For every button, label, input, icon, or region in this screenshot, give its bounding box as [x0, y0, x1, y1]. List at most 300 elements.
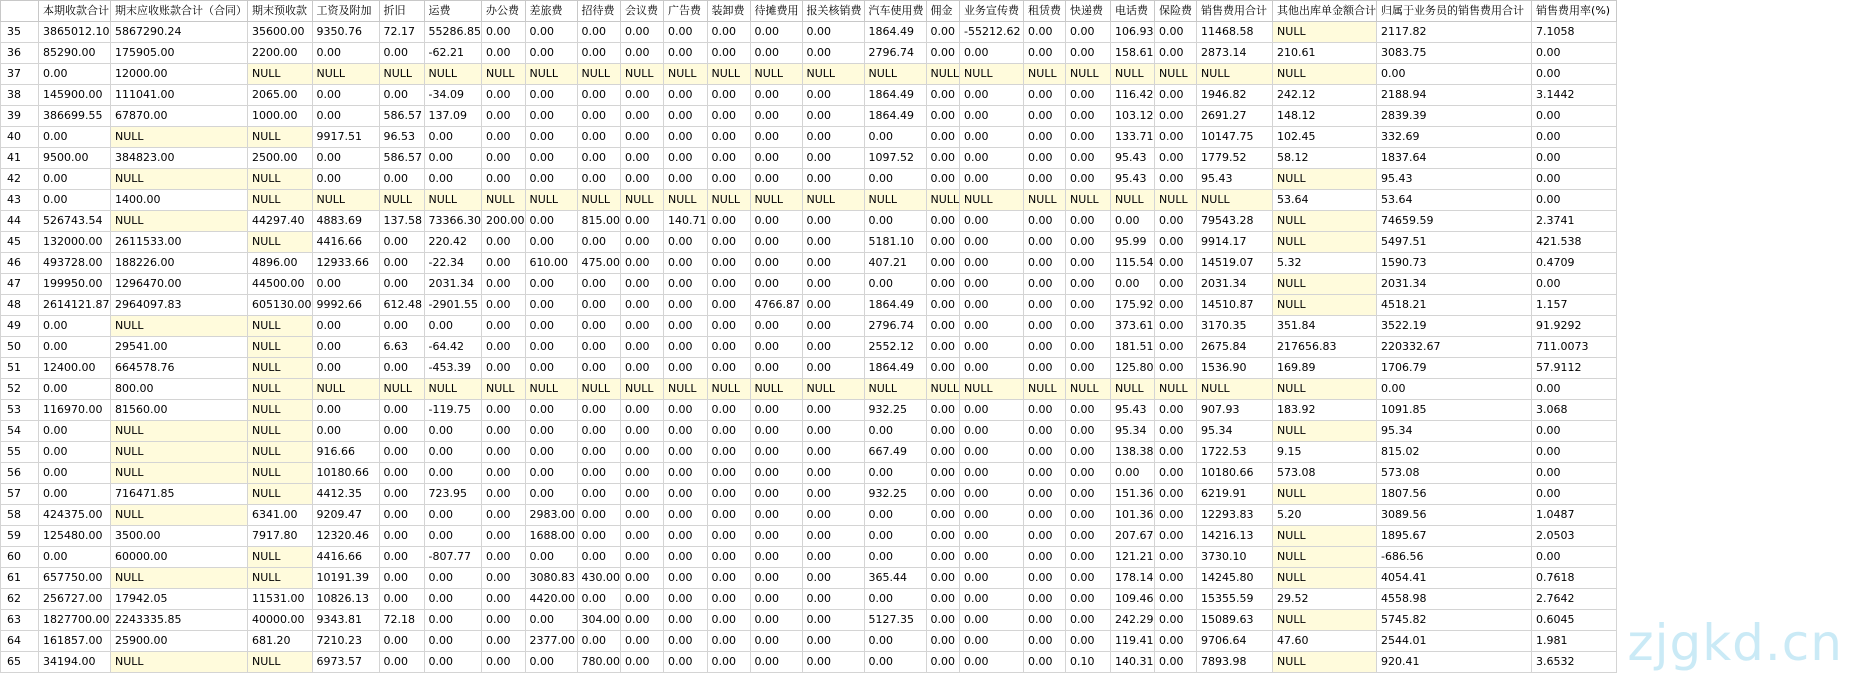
table-cell[interactable]: 0.00: [802, 589, 864, 610]
table-cell[interactable]: 612.48: [379, 295, 424, 316]
table-cell[interactable]: 0.00: [1066, 43, 1111, 64]
table-row[interactable]: [1, 337, 1617, 358]
null-cell[interactable]: NULL: [248, 568, 313, 589]
table-cell[interactable]: 133.71: [1111, 127, 1155, 148]
table-cell[interactable]: 0.00: [379, 505, 424, 526]
table-cell[interactable]: 0.00: [750, 22, 802, 43]
table-cell[interactable]: 0.00: [312, 337, 379, 358]
table-cell[interactable]: 0.00: [750, 463, 802, 484]
table-cell[interactable]: 4896.00: [248, 253, 313, 274]
table-cell[interactable]: 161857.00: [39, 631, 111, 652]
null-cell[interactable]: NULL: [1155, 64, 1197, 85]
table-cell[interactable]: 0.00: [577, 421, 621, 442]
table-cell[interactable]: 0.00: [960, 211, 1024, 232]
table-cell[interactable]: 0.00: [1155, 43, 1197, 64]
row-number[interactable]: 48: [1, 295, 39, 316]
table-cell[interactable]: 0.00: [750, 316, 802, 337]
table-cell[interactable]: 6973.57: [312, 652, 379, 673]
table-cell[interactable]: 188226.00: [111, 253, 248, 274]
table-cell[interactable]: 0.00: [707, 568, 750, 589]
table-cell[interactable]: 2611533.00: [111, 232, 248, 253]
table-cell[interactable]: 0.00: [960, 463, 1024, 484]
table-cell[interactable]: 0.00: [577, 85, 621, 106]
table-cell[interactable]: 2500.00: [248, 148, 313, 169]
table-cell[interactable]: 0.00: [1532, 190, 1617, 211]
table-cell[interactable]: 0.00: [39, 442, 111, 463]
table-cell[interactable]: 0.00: [664, 253, 708, 274]
table-cell[interactable]: 115.54: [1111, 253, 1155, 274]
row-number[interactable]: 59: [1, 526, 39, 547]
null-cell[interactable]: NULL: [926, 190, 960, 211]
table-cell[interactable]: 0.00: [1024, 169, 1066, 190]
table-cell[interactable]: 5497.51: [1377, 232, 1532, 253]
table-cell[interactable]: 1296470.00: [111, 274, 248, 295]
table-cell[interactable]: 0.00: [926, 337, 960, 358]
table-cell[interactable]: 0.00: [802, 43, 864, 64]
table-cell[interactable]: 0.00: [1066, 232, 1111, 253]
table-cell[interactable]: 242.29: [1111, 610, 1155, 631]
row-number[interactable]: 38: [1, 85, 39, 106]
null-cell[interactable]: NULL: [1111, 64, 1155, 85]
table-cell[interactable]: 0.00: [621, 400, 664, 421]
table-cell[interactable]: 95.43: [1111, 148, 1155, 169]
table-cell[interactable]: 0.4709: [1532, 253, 1617, 274]
table-cell[interactable]: -2901.55: [424, 295, 482, 316]
null-cell[interactable]: NULL: [111, 421, 248, 442]
table-cell[interactable]: 0.00: [577, 484, 621, 505]
table-cell[interactable]: 5745.82: [1377, 610, 1532, 631]
table-cell[interactable]: 0.00: [802, 127, 864, 148]
table-cell[interactable]: 0.00: [379, 253, 424, 274]
table-cell[interactable]: 0.00: [379, 232, 424, 253]
table-cell[interactable]: 0.00: [525, 148, 577, 169]
table-cell[interactable]: 0.00: [1024, 442, 1066, 463]
table-cell[interactable]: 0.00: [424, 589, 482, 610]
table-cell[interactable]: 12400.00: [39, 358, 111, 379]
table-cell[interactable]: 0.00: [664, 442, 708, 463]
table-cell[interactable]: 800.00: [111, 379, 248, 400]
table-cell[interactable]: 0.00: [664, 127, 708, 148]
table-cell[interactable]: 53.64: [1273, 190, 1377, 211]
table-cell[interactable]: 0.00: [750, 421, 802, 442]
null-cell[interactable]: NULL: [379, 64, 424, 85]
table-cell[interactable]: 0.00: [864, 526, 926, 547]
table-cell[interactable]: 0.00: [621, 421, 664, 442]
row-number[interactable]: 47: [1, 274, 39, 295]
table-cell[interactable]: 9350.76: [312, 22, 379, 43]
table-cell[interactable]: 0.00: [379, 547, 424, 568]
row-number[interactable]: 57: [1, 484, 39, 505]
table-cell[interactable]: 0.00: [664, 610, 708, 631]
table-cell[interactable]: 0.00: [1024, 43, 1066, 64]
table-cell[interactable]: 29.52: [1273, 589, 1377, 610]
table-cell[interactable]: 0.00: [864, 547, 926, 568]
table-cell[interactable]: 0.00: [621, 43, 664, 64]
table-cell[interactable]: 44500.00: [248, 274, 313, 295]
table-cell[interactable]: 1706.79: [1377, 358, 1532, 379]
table-cell[interactable]: 0.00: [926, 211, 960, 232]
row-number[interactable]: 45: [1, 232, 39, 253]
row-number[interactable]: 58: [1, 505, 39, 526]
null-cell[interactable]: NULL: [1273, 22, 1377, 43]
table-cell[interactable]: -453.39: [424, 358, 482, 379]
row-number[interactable]: 62: [1, 589, 39, 610]
table-cell[interactable]: 175905.00: [111, 43, 248, 64]
table-cell[interactable]: 920.41: [1377, 652, 1532, 673]
table-cell[interactable]: 0.00: [621, 484, 664, 505]
table-cell[interactable]: 0.00: [621, 610, 664, 631]
null-cell[interactable]: NULL: [312, 190, 379, 211]
table-cell[interactable]: 137.09: [424, 106, 482, 127]
table-cell[interactable]: 0.00: [664, 421, 708, 442]
table-cell[interactable]: 34194.00: [39, 652, 111, 673]
table-cell[interactable]: 0.00: [960, 610, 1024, 631]
table-cell[interactable]: 0.00: [577, 316, 621, 337]
table-cell[interactable]: 0.6045: [1532, 610, 1617, 631]
table-cell[interactable]: 0.00: [1066, 337, 1111, 358]
table-cell[interactable]: 0.00: [926, 295, 960, 316]
table-cell[interactable]: 1590.73: [1377, 253, 1532, 274]
table-cell[interactable]: 932.25: [864, 400, 926, 421]
table-cell[interactable]: 0.00: [482, 85, 526, 106]
table-cell[interactable]: 0.00: [750, 43, 802, 64]
table-cell[interactable]: 0.00: [1532, 169, 1617, 190]
table-cell[interactable]: 1827700.00: [39, 610, 111, 631]
table-cell[interactable]: 573.08: [1273, 463, 1377, 484]
table-cell[interactable]: 0.00: [621, 652, 664, 673]
table-cell[interactable]: 0.00: [1532, 442, 1617, 463]
table-cell[interactable]: 2.3741: [1532, 211, 1617, 232]
null-cell[interactable]: NULL: [1273, 547, 1377, 568]
null-cell[interactable]: NULL: [1273, 568, 1377, 589]
null-cell[interactable]: NULL: [248, 64, 313, 85]
table-row[interactable]: [1, 463, 1617, 484]
null-cell[interactable]: NULL: [1066, 379, 1111, 400]
table-cell[interactable]: 181.51: [1111, 337, 1155, 358]
table-cell[interactable]: 0.00: [802, 421, 864, 442]
table-cell[interactable]: 0.00: [960, 505, 1024, 526]
table-cell[interactable]: 3500.00: [111, 526, 248, 547]
table-cell[interactable]: 0.00: [707, 337, 750, 358]
table-cell[interactable]: 0.00: [621, 85, 664, 106]
row-number[interactable]: 55: [1, 442, 39, 463]
table-cell[interactable]: 40000.00: [248, 610, 313, 631]
table-cell[interactable]: 384823.00: [111, 148, 248, 169]
table-cell[interactable]: 0.00: [621, 169, 664, 190]
table-cell[interactable]: 1779.52: [1197, 148, 1273, 169]
table-cell[interactable]: 199950.00: [39, 274, 111, 295]
table-cell[interactable]: 2964097.83: [111, 295, 248, 316]
table-cell[interactable]: 2188.94: [1377, 85, 1532, 106]
table-cell[interactable]: 95.43: [1111, 400, 1155, 421]
table-cell[interactable]: 0.00: [750, 211, 802, 232]
table-cell[interactable]: 0.00: [926, 610, 960, 631]
table-cell[interactable]: 44297.40: [248, 211, 313, 232]
table-cell[interactable]: 6219.91: [1197, 484, 1273, 505]
table-cell[interactable]: 1.981: [1532, 631, 1617, 652]
table-cell[interactable]: 0.00: [802, 253, 864, 274]
table-cell[interactable]: 9209.47: [312, 505, 379, 526]
null-cell[interactable]: NULL: [1066, 64, 1111, 85]
table-cell[interactable]: 119.41: [1111, 631, 1155, 652]
table-cell[interactable]: 0.00: [802, 568, 864, 589]
row-number[interactable]: 44: [1, 211, 39, 232]
table-cell[interactable]: 0.00: [1024, 337, 1066, 358]
table-cell[interactable]: 610.00: [525, 253, 577, 274]
table-cell[interactable]: 407.21: [864, 253, 926, 274]
table-cell[interactable]: 0.00: [424, 610, 482, 631]
table-cell[interactable]: 0.00: [482, 316, 526, 337]
table-cell[interactable]: 0.00: [926, 589, 960, 610]
table-row[interactable]: [1, 421, 1617, 442]
table-cell[interactable]: 0.00: [926, 526, 960, 547]
table-cell[interactable]: 0.00: [39, 547, 111, 568]
table-cell[interactable]: -686.56: [1377, 547, 1532, 568]
column-header[interactable]: 会议费: [621, 1, 664, 22]
table-cell[interactable]: 0.00: [960, 43, 1024, 64]
table-cell[interactable]: 2983.00: [525, 505, 577, 526]
null-cell[interactable]: NULL: [111, 211, 248, 232]
null-cell[interactable]: NULL: [1273, 274, 1377, 295]
table-cell[interactable]: 0.00: [802, 232, 864, 253]
table-cell[interactable]: 0.00: [577, 148, 621, 169]
table-cell[interactable]: 0.00: [1155, 253, 1197, 274]
table-cell[interactable]: 0.00: [664, 652, 708, 673]
column-header[interactable]: 招待费: [577, 1, 621, 22]
table-cell[interactable]: 475.00: [577, 253, 621, 274]
null-cell[interactable]: NULL: [577, 64, 621, 85]
table-cell[interactable]: 0.00: [621, 442, 664, 463]
table-cell[interactable]: 220.42: [424, 232, 482, 253]
table-cell[interactable]: 0.00: [664, 547, 708, 568]
table-cell[interactable]: 25900.00: [111, 631, 248, 652]
table-cell[interactable]: 1837.64: [1377, 148, 1532, 169]
table-cell[interactable]: 0.00: [39, 127, 111, 148]
table-cell[interactable]: 0.00: [707, 127, 750, 148]
table-cell[interactable]: 3083.75: [1377, 43, 1532, 64]
column-header[interactable]: 期末应收账款合计（合同）: [111, 1, 248, 22]
table-cell[interactable]: 0.00: [482, 106, 526, 127]
table-cell[interactable]: 0.00: [1024, 316, 1066, 337]
table-cell[interactable]: 10180.66: [312, 463, 379, 484]
null-cell[interactable]: NULL: [750, 64, 802, 85]
table-cell[interactable]: 0.00: [525, 484, 577, 505]
table-cell[interactable]: 0.00: [482, 505, 526, 526]
table-cell[interactable]: 0.00: [577, 295, 621, 316]
table-cell[interactable]: 0.00: [379, 169, 424, 190]
row-number[interactable]: 49: [1, 316, 39, 337]
table-cell[interactable]: 6.63: [379, 337, 424, 358]
table-cell[interactable]: 0.00: [707, 211, 750, 232]
column-header[interactable]: 广告费: [664, 1, 708, 22]
table-cell[interactable]: 0.00: [1066, 22, 1111, 43]
table-cell[interactable]: 7210.23: [312, 631, 379, 652]
table-cell[interactable]: 0.00: [1024, 631, 1066, 652]
table-cell[interactable]: 5.32: [1273, 253, 1377, 274]
table-cell[interactable]: 0.00: [621, 337, 664, 358]
table-cell[interactable]: 0.00: [1155, 421, 1197, 442]
table-cell[interactable]: 0.00: [621, 148, 664, 169]
table-cell[interactable]: 53.64: [1377, 190, 1532, 211]
table-cell[interactable]: 0.00: [802, 442, 864, 463]
table-cell[interactable]: 15089.63: [1197, 610, 1273, 631]
table-cell[interactable]: 0.00: [802, 106, 864, 127]
table-cell[interactable]: 0.00: [1155, 148, 1197, 169]
table-cell[interactable]: 0.00: [525, 442, 577, 463]
table-cell[interactable]: 5181.10: [864, 232, 926, 253]
table-cell[interactable]: 1807.56: [1377, 484, 1532, 505]
null-cell[interactable]: NULL: [1066, 190, 1111, 211]
table-cell[interactable]: 0.00: [482, 610, 526, 631]
null-cell[interactable]: NULL: [1273, 232, 1377, 253]
table-cell[interactable]: 3170.35: [1197, 316, 1273, 337]
table-cell[interactable]: 0.00: [864, 127, 926, 148]
table-cell[interactable]: 0.00: [621, 295, 664, 316]
table-row[interactable]: [1, 169, 1617, 190]
table-row[interactable]: [1, 379, 1617, 400]
table-cell[interactable]: 0.00: [664, 526, 708, 547]
column-header[interactable]: 汽车使用费: [864, 1, 926, 22]
table-cell[interactable]: 0.00: [960, 232, 1024, 253]
table-cell[interactable]: 109.46: [1111, 589, 1155, 610]
table-cell[interactable]: 0.00: [926, 547, 960, 568]
table-cell[interactable]: 0.00: [960, 631, 1024, 652]
table-cell[interactable]: 102.45: [1273, 127, 1377, 148]
table-cell[interactable]: 0.00: [482, 652, 526, 673]
table-cell[interactable]: 0.00: [707, 652, 750, 673]
table-row[interactable]: [1, 85, 1617, 106]
table-cell[interactable]: 0.00: [621, 253, 664, 274]
table-cell[interactable]: 0.00: [1111, 463, 1155, 484]
null-cell[interactable]: NULL: [248, 547, 313, 568]
table-cell[interactable]: 0.00: [750, 127, 802, 148]
table-cell[interactable]: 0.00: [750, 253, 802, 274]
table-cell[interactable]: 2117.82: [1377, 22, 1532, 43]
null-cell[interactable]: NULL: [248, 232, 313, 253]
table-cell[interactable]: 0.00: [1155, 22, 1197, 43]
table-cell[interactable]: 0.00: [1024, 421, 1066, 442]
column-header[interactable]: 电话费: [1111, 1, 1155, 22]
null-cell[interactable]: NULL: [664, 64, 708, 85]
table-cell[interactable]: 106.93: [1111, 22, 1155, 43]
table-cell[interactable]: 0.00: [1155, 505, 1197, 526]
table-cell[interactable]: -62.21: [424, 43, 482, 64]
null-cell[interactable]: NULL: [248, 484, 313, 505]
table-cell[interactable]: 0.00: [1532, 106, 1617, 127]
row-number[interactable]: 54: [1, 421, 39, 442]
row-number[interactable]: 37: [1, 64, 39, 85]
table-cell[interactable]: 0.00: [926, 505, 960, 526]
table-cell[interactable]: 0.00: [864, 589, 926, 610]
table-cell[interactable]: 0.00: [1155, 526, 1197, 547]
table-cell[interactable]: 148.12: [1273, 106, 1377, 127]
table-cell[interactable]: 0.00: [802, 274, 864, 295]
table-cell[interactable]: 2.7642: [1532, 589, 1617, 610]
null-cell[interactable]: NULL: [111, 505, 248, 526]
table-cell[interactable]: 0.00: [802, 358, 864, 379]
null-cell[interactable]: NULL: [750, 190, 802, 211]
table-cell[interactable]: 0.00: [1377, 379, 1532, 400]
null-cell[interactable]: NULL: [482, 190, 526, 211]
table-cell[interactable]: 10147.75: [1197, 127, 1273, 148]
table-cell[interactable]: 12933.66: [312, 253, 379, 274]
table-cell[interactable]: 0.00: [525, 421, 577, 442]
table-cell[interactable]: 9706.64: [1197, 631, 1273, 652]
column-header[interactable]: 待摊费用: [750, 1, 802, 22]
column-header[interactable]: 业务宣传费: [960, 1, 1024, 22]
table-cell[interactable]: 0.00: [621, 547, 664, 568]
table-cell[interactable]: 0.00: [707, 400, 750, 421]
table-cell[interactable]: 1864.49: [864, 85, 926, 106]
table-cell[interactable]: 0.00: [482, 400, 526, 421]
table-cell[interactable]: 0.00: [864, 274, 926, 295]
column-header[interactable]: 销售费用率(%): [1532, 1, 1617, 22]
table-cell[interactable]: 0.00: [802, 22, 864, 43]
table-cell[interactable]: 9.15: [1273, 442, 1377, 463]
table-cell[interactable]: 0.00: [525, 358, 577, 379]
table-cell[interactable]: 0.00: [577, 400, 621, 421]
null-cell[interactable]: NULL: [111, 442, 248, 463]
column-header[interactable]: 工资及附加: [312, 1, 379, 22]
null-cell[interactable]: NULL: [525, 190, 577, 211]
table-cell[interactable]: 0.00: [39, 484, 111, 505]
table-cell[interactable]: 0.00: [482, 568, 526, 589]
table-cell[interactable]: 55286.85: [424, 22, 482, 43]
table-cell[interactable]: 421.538: [1532, 232, 1617, 253]
table-cell[interactable]: 11531.00: [248, 589, 313, 610]
table-cell[interactable]: 0.00: [960, 274, 1024, 295]
table-cell[interactable]: 0.00: [525, 463, 577, 484]
table-cell[interactable]: 0.00: [312, 316, 379, 337]
column-header[interactable]: 折旧: [379, 1, 424, 22]
table-cell[interactable]: 0.00: [960, 589, 1024, 610]
table-cell[interactable]: 0.00: [621, 463, 664, 484]
table-cell[interactable]: 3.6532: [1532, 652, 1617, 673]
table-cell[interactable]: 0.00: [1155, 85, 1197, 106]
table-cell[interactable]: 116.42: [1111, 85, 1155, 106]
null-cell[interactable]: NULL: [111, 652, 248, 673]
table-cell[interactable]: 10826.13: [312, 589, 379, 610]
table-cell[interactable]: 210.61: [1273, 43, 1377, 64]
table-cell[interactable]: 0.00: [577, 274, 621, 295]
table-cell[interactable]: 0.00: [1024, 211, 1066, 232]
column-header[interactable]: 装卸费: [707, 1, 750, 22]
table-row[interactable]: [1, 127, 1617, 148]
table-cell[interactable]: 0.00: [312, 43, 379, 64]
table-cell[interactable]: 67870.00: [111, 106, 248, 127]
table-cell[interactable]: 0.00: [1066, 127, 1111, 148]
table-cell[interactable]: 2552.12: [864, 337, 926, 358]
table-cell[interactable]: 0.00: [750, 400, 802, 421]
table-row[interactable]: [1, 64, 1617, 85]
table-cell[interactable]: 0.00: [1155, 652, 1197, 673]
row-number[interactable]: 51: [1, 358, 39, 379]
table-cell[interactable]: 60000.00: [111, 547, 248, 568]
table-cell[interactable]: 1864.49: [864, 22, 926, 43]
table-cell[interactable]: 217656.83: [1273, 337, 1377, 358]
table-cell[interactable]: 0.00: [750, 526, 802, 547]
table-cell[interactable]: 386699.55: [39, 106, 111, 127]
table-cell[interactable]: 0.00: [379, 400, 424, 421]
table-row[interactable]: [1, 631, 1617, 652]
table-cell[interactable]: 0.00: [39, 379, 111, 400]
table-cell[interactable]: 0.00: [482, 589, 526, 610]
table-cell[interactable]: 0.00: [864, 505, 926, 526]
table-cell[interactable]: 0.00: [1024, 22, 1066, 43]
null-cell[interactable]: NULL: [248, 190, 313, 211]
null-cell[interactable]: NULL: [1273, 526, 1377, 547]
table-cell[interactable]: 2614121.87: [39, 295, 111, 316]
